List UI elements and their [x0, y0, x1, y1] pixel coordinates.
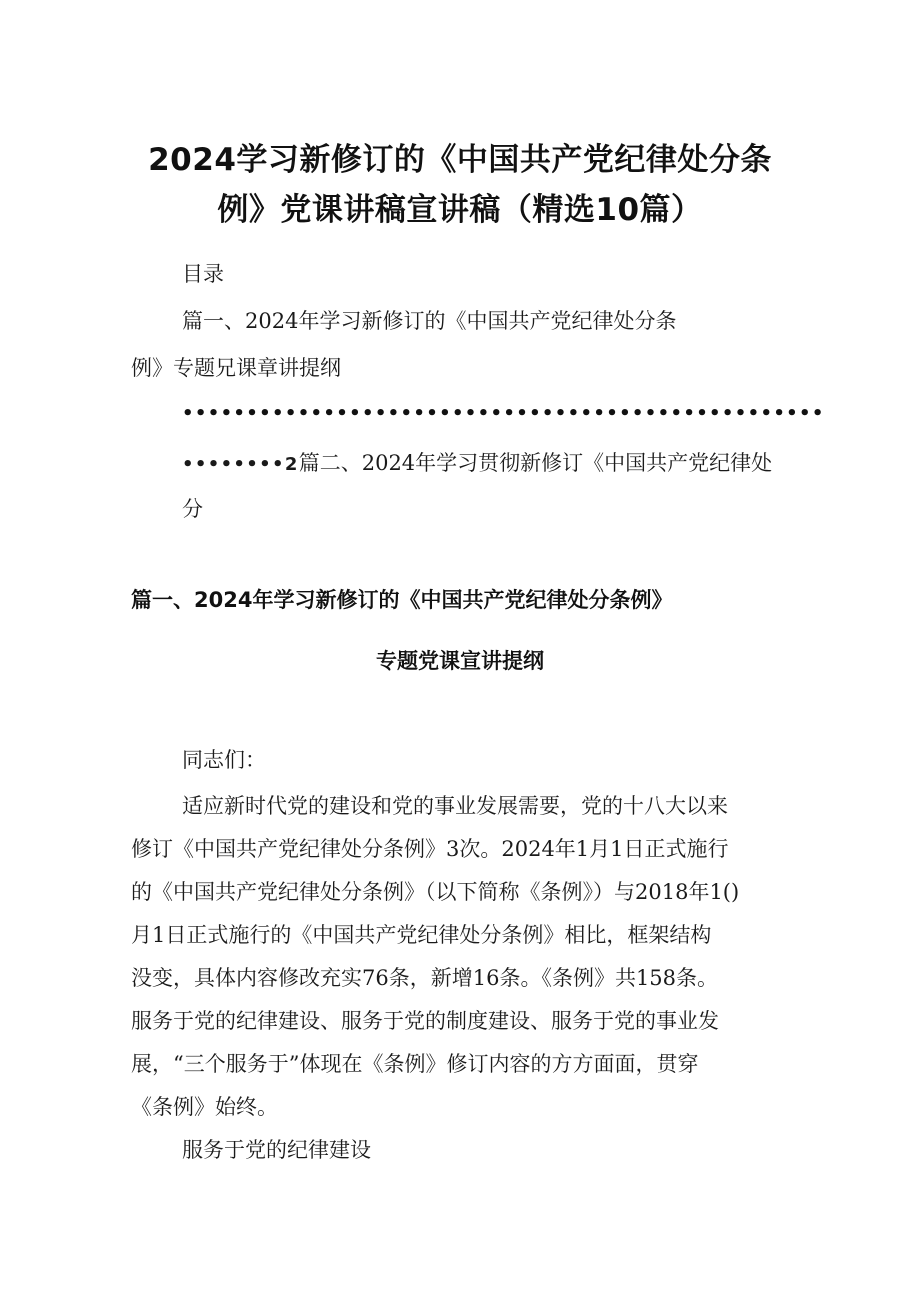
body-line-7: 展，“三个服务于”体现在《条例》修订内容的方方面面，贯穿: [131, 1052, 699, 1076]
body-subheading: 服务于党的纪律建设: [182, 1138, 371, 1162]
toc-item-1-line-1[interactable]: 篇一、2024年学习新修订的《中国共产党纪律处分条: [182, 309, 677, 333]
document-title-line-2: 例》党课讲稿宣讲稿（精选10篇）: [217, 192, 703, 228]
toc-item-1-line-2[interactable]: 例》专题兄课章讲提纲: [131, 356, 341, 380]
toc-item-2-line-1[interactable]: [182, 448, 772, 480]
body-line-8: 《条例》始终。: [131, 1095, 278, 1119]
toc-heading: 目录: [182, 262, 224, 286]
body-line-3: 的《中国共产党纪律处分条例》（以下简称《条例》）与2018年1(): [131, 880, 740, 904]
toc-leader-dots: ••••••••••••••••••••••••••••••••••••••••••••••••••: [182, 403, 825, 424]
toc-item-2-line-2[interactable]: 分: [182, 497, 203, 521]
section-heading-line-2: 专题党课宣讲提纲: [376, 649, 544, 673]
greeting: 同志们：: [182, 748, 266, 772]
body-line-4: 月1日正式施行的《中国共产党纪律处分条例》相比，框架结构: [131, 923, 712, 947]
body-line-1: 适应新时代党的建设和党的事业发展需要，党的十八大以来: [182, 794, 728, 818]
body-line-6: 服务于党的纪律建设、服务于党的制度建设、服务于党的事业发: [131, 1009, 719, 1033]
toc-item-2-text: 篇二、2024年学习贯彻新修订《中国共产党纪律处: [298, 451, 773, 475]
toc-item-1-page-leader: ••••••••2: [182, 454, 299, 475]
document-title-line-1: 2024学习新修订的《中国共产党纪律处分条: [148, 142, 772, 178]
body-line-2: 修订《中国共产党纪律处分条例》3次。2024年1月1日正式施行: [131, 837, 729, 861]
body-line-5: 没变，具体内容修改充实76条，新增16条。《条例》共158条。: [131, 966, 719, 990]
section-heading-line-1: 篇一、2024年学习新修订的《中国共产党纪律处分条例》: [131, 588, 673, 612]
